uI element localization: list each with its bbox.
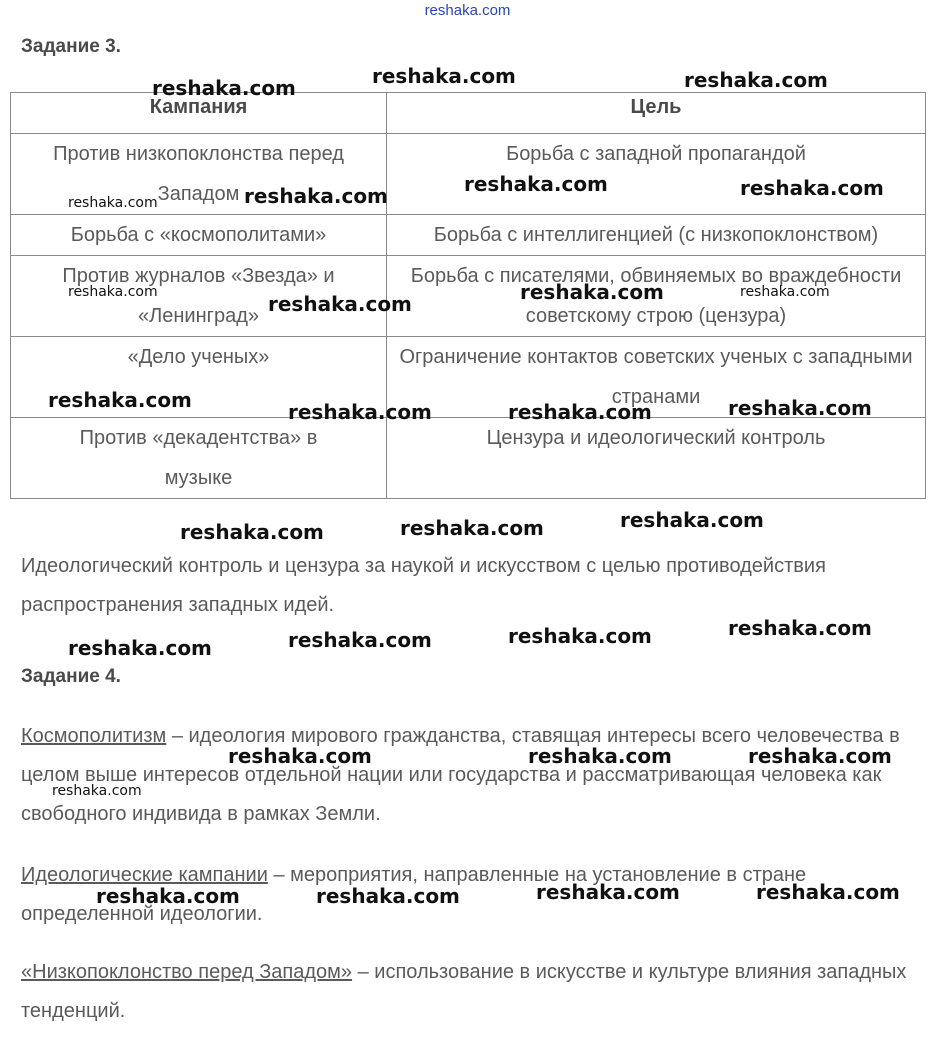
table-row (11, 215, 926, 256)
watermark: reshaka.com (96, 884, 240, 908)
watermark: reshaka.com (48, 388, 192, 412)
watermark: reshaka.com (288, 628, 432, 652)
definition-text: – использование в искусстве и культуре влияния западных тенденций. (21, 961, 907, 1022)
watermark: reshaka.com (68, 284, 158, 300)
watermark: reshaka.com (316, 884, 460, 908)
column-header-goal: Цель (387, 93, 926, 134)
definition-text: – мероприятия, направленные на установление в стране определенной идеологии. (21, 864, 807, 925)
watermark: reshaka.com (728, 396, 872, 420)
campaign-cell: Против «декадентства» в музыке (11, 418, 387, 499)
watermark: reshaka.com (400, 516, 544, 540)
goal-cell: Цензура и идеологический контроль (387, 418, 926, 499)
watermark: reshaka.com (536, 880, 680, 904)
watermark: reshaka.com (740, 176, 884, 200)
watermark: reshaka.com (528, 744, 672, 768)
watermark: reshaka.com (68, 636, 212, 660)
watermark: reshaka.com (288, 400, 432, 424)
watermark: reshaka.com (620, 508, 764, 532)
definition-cosmopolitanism (21, 717, 911, 834)
watermark: reshaka.com (52, 783, 142, 799)
watermark: reshaka.com (756, 880, 900, 904)
watermark: reshaka.com (740, 284, 830, 300)
watermark: reshaka.com (180, 520, 324, 544)
watermark: reshaka.com (152, 76, 296, 100)
campaign-cell: Против журналов «Звезда» и «Ленинград» (11, 256, 387, 337)
definition-servility-to-west (21, 953, 911, 1031)
watermark: reshaka.com (728, 616, 872, 640)
watermark: reshaka.com (520, 280, 664, 304)
term-link[interactable]: Космополитизм (21, 725, 167, 747)
watermark: reshaka.com (268, 292, 412, 316)
definition-text: – идеология мирового гражданства, ставящая интересы всего человечества в целом выше интересов отдельной нации или государства и рассматривающая человека как свободного индивида в рамках Земли. (21, 725, 900, 825)
task3-conclusion: Идеологический контроль и цензура за наукой и искусством с целью противодействия распространения западных идей. (21, 555, 826, 616)
site-link[interactable]: reshaka.com (424, 2, 511, 19)
goal-cell: Ограничение контактов советских ученых с западными странами (387, 337, 926, 418)
watermark: reshaka.com (508, 400, 652, 424)
task3-heading: Задание 3. (21, 36, 121, 57)
goal-cell: Борьба с писателями, обвиняемых во враждебности советскому строю (цензура) (387, 256, 926, 337)
table-header-row (11, 93, 926, 134)
campaign-cell: Борьба с «космополитами» (11, 215, 387, 256)
goal-cell: Борьба с интеллигенцией (с низкопоклонством) (387, 215, 926, 256)
task4-heading: Задание 4. (21, 666, 121, 687)
goal-cell: Борьба с западной пропагандой (387, 134, 926, 215)
watermark: reshaka.com (372, 64, 516, 88)
watermark: reshaka.com (508, 624, 652, 648)
term-link[interactable]: «Низкопоклонство перед Западом» (21, 961, 353, 983)
term-link[interactable]: Идеологические кампании (21, 864, 268, 886)
table-row (11, 418, 926, 499)
campaign-cell: «Дело ученых» (11, 337, 387, 418)
watermark: reshaka.com (464, 172, 608, 196)
watermark: reshaka.com (684, 68, 828, 92)
column-header-campaign: Кампания (11, 93, 387, 134)
watermark: reshaka.com (748, 744, 892, 768)
watermark: reshaka.com (68, 195, 158, 211)
campaign-cell: Против низкопоклонства перед Западом (11, 134, 387, 215)
watermark: reshaka.com (244, 184, 388, 208)
watermark: reshaka.com (228, 744, 372, 768)
